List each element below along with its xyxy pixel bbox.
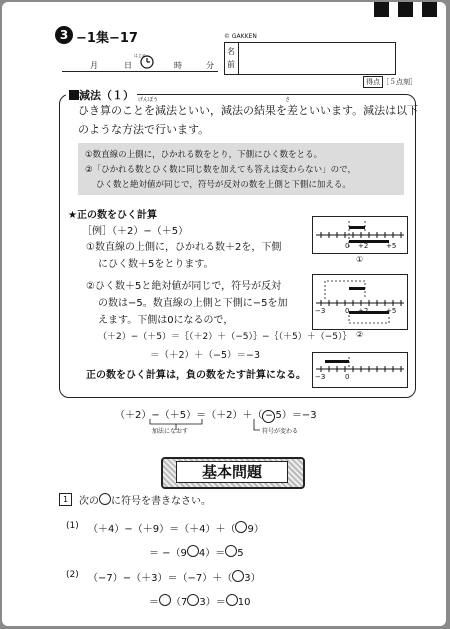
clock-icon (140, 55, 154, 69)
nl1-caption: ① (356, 255, 364, 264)
nl2-tick-3: +5 (386, 307, 397, 315)
number-line-2 (312, 274, 408, 330)
worksheet-page (2, 2, 446, 626)
nl1-tick-0: 0 (345, 242, 350, 250)
method-box (78, 143, 404, 195)
name-label: 前 (227, 60, 235, 69)
number-line-3 (312, 352, 408, 388)
p1-l2b: 4）＝ (198, 548, 226, 559)
problem-1-line-1 (88, 520, 264, 535)
p2-l1a: （−7）−（＋3）＝（−7）＋（ (88, 573, 233, 584)
intro-line-2: のような方法で行います。 (78, 123, 210, 136)
nl3-tick-1: 0 (345, 373, 350, 381)
month-label: 月 (90, 61, 98, 70)
answer-circle[interactable] (187, 594, 199, 606)
nl1-tick-1: +2 (358, 242, 369, 250)
nl1-tick-2: +5 (386, 242, 397, 250)
summary-eq-left: （＋2）−（＋5）＝（＋2）＋（ (115, 410, 263, 421)
step2-line3: えます。下側は0になるので， (98, 315, 234, 326)
hour-label: 時 (174, 61, 182, 70)
problem-2-line-1 (88, 569, 261, 584)
answer-circle[interactable] (187, 545, 199, 557)
copyright: © GAKKEN (224, 33, 257, 40)
nl2-tick-1: 0 (345, 307, 350, 315)
section-title: 減法（１） (79, 89, 134, 102)
equation-line-2: ＝（＋2）＋（−5）＝−3 (150, 350, 261, 361)
day-label: 日 (124, 61, 132, 70)
nl2-caption: ② (356, 330, 364, 339)
p2-l2c: 3）＝ (199, 597, 226, 608)
corner-mark (374, 2, 389, 17)
summary-eq-minus: − (262, 410, 275, 423)
answer-circle-icon (99, 493, 111, 505)
ruby-genpou: げんぽう (138, 97, 159, 103)
problem-2-line-2 (149, 593, 250, 608)
note-sign: 符号が変わる (262, 428, 299, 435)
p1-l2a: ＝ −（9 (149, 548, 187, 559)
step2-line2: の数は−5。数直線の上側と下側に−5を加 (98, 298, 288, 309)
sheet-code: −1集−17 (76, 31, 138, 46)
answer-circle[interactable] (225, 545, 237, 557)
answer-circle[interactable] (159, 594, 171, 606)
date-underline (62, 71, 218, 72)
answer-circle[interactable] (226, 594, 238, 606)
unit-badge: 3 (55, 26, 73, 44)
step1-line1: ①数直線の上側に，ひかれる数＋2を，下側 (86, 242, 282, 253)
question-number: 1 (59, 493, 72, 506)
equation-line-1: （＋2）−（＋5）＝｛（＋2）＋（−5）｝−｛（＋5）＋（−5）｝ (98, 332, 352, 342)
name-label: 名 (227, 47, 235, 56)
nl2-tick-0: −3 (315, 307, 326, 315)
nl2-tick-2: +2 (358, 307, 369, 315)
note-add: 加法になおす (152, 428, 189, 435)
question-text-a: 次の (79, 496, 99, 507)
p1-l2c: 5 (237, 548, 244, 559)
problem-1-line-2 (149, 544, 244, 559)
p2-l2d: 10 (237, 597, 251, 608)
question-text (79, 492, 211, 507)
p2-l2b: （7 (171, 597, 188, 608)
intro-line-1: ひき算のことを減法といい，減法の結果を差といいます。減法は以下 (78, 104, 419, 117)
step2-line1: ②ひく数＋5と絶対値が同じで，符号が反対 (86, 281, 282, 292)
banner-title: 基本問題 (176, 461, 288, 483)
p1-l1b: 9） (247, 524, 264, 535)
corner-mark (422, 2, 437, 17)
time-ruby: はじめ (134, 53, 146, 58)
nl3-tick-0: −3 (315, 373, 326, 381)
plus-square-icon (69, 90, 79, 100)
conclusion: 正の数をひく計算は，負の数をたす計算になる。 (86, 370, 306, 381)
p2-l1b: 3） (244, 573, 261, 584)
p1-l1a: （＋4）−（＋9）＝（＋4）＋（ (88, 524, 236, 535)
question-text-b: に符号を書きなさい。 (111, 496, 211, 507)
method-2: ②「ひかれる数とひく数に同じ数を加えても答えは変わらない」ので， (85, 165, 356, 175)
p2-l2a: ＝ (149, 597, 159, 608)
answer-circle[interactable] (235, 521, 247, 533)
ruby-sa: さ (285, 97, 291, 103)
summary-eq-right: 5）＝−3 (275, 410, 317, 421)
corner-mark (398, 2, 413, 17)
problem-2-label: (2) (66, 570, 79, 580)
score-value: ［５点刻］ (382, 78, 417, 86)
problem-1-label: (1) (66, 521, 79, 531)
example-label: ［例］（＋2）−（＋5） (82, 226, 189, 237)
example-heading: ★正の数をひく計算 (68, 210, 157, 221)
minute-label: 分 (206, 61, 214, 70)
score-label: 得点 (363, 76, 383, 88)
answer-circle[interactable] (232, 570, 244, 582)
name-field[interactable] (224, 42, 396, 75)
step1-line2: にひく数＋5をとります。 (98, 259, 214, 270)
method-1: ①数直線の上側に，ひかれる数をとり，下側にひく数をとる。 (85, 150, 323, 160)
method-2-cont: ひく数と絶対値が同じで，符号が反対の数を上側と下側に加える。 (96, 180, 351, 190)
